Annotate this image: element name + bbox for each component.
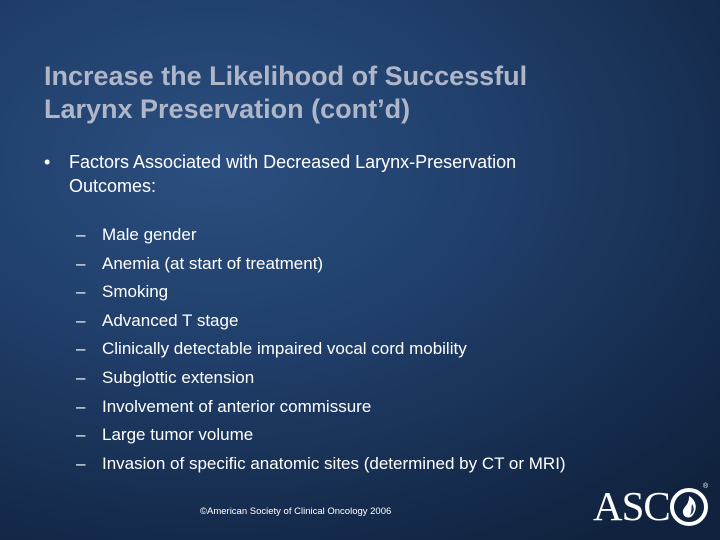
slide-title-line-2: Larynx Preservation (cont’d) — [44, 94, 411, 124]
factor-text: Clinically detectable impaired vocal cord mobility — [102, 339, 467, 359]
factor-text: Large tumor volume — [102, 425, 254, 445]
dash-mark: – — [76, 225, 86, 244]
factor-item — [76, 393, 566, 422]
factor-item — [76, 221, 566, 250]
factor-item — [76, 278, 566, 307]
factor-list — [76, 221, 566, 478]
dash-mark: – — [76, 453, 86, 473]
dash-mark: – — [76, 367, 86, 387]
factor-text: Male gender — [102, 225, 197, 244]
factor-text: Anemia (at start of treatment) — [102, 253, 324, 273]
dash-mark: – — [76, 396, 86, 416]
main-bullet-text — [69, 150, 659, 198]
slide-title — [44, 60, 684, 126]
factor-text: Invasion of specific anatomic sites (determined by CT or MRI) — [102, 453, 566, 473]
copyright-footer: ©American Society of Clinical Oncology 2006 — [200, 506, 392, 517]
factor-item — [76, 421, 566, 450]
factor-text: Advanced T stage — [102, 310, 239, 330]
main-bullet-line-1: Factors Associated with Decreased Larynx-Preservation — [69, 152, 517, 172]
factor-text: Smoking — [102, 282, 169, 302]
main-bullet-line-2: Outcomes: — [69, 176, 157, 196]
dash-mark: – — [76, 310, 86, 330]
registered-mark: ® — [703, 483, 709, 490]
factor-item — [76, 250, 566, 279]
asco-logo-text: ASC — [593, 483, 670, 529]
factor-item — [76, 335, 566, 364]
factor-item — [76, 307, 566, 336]
asco-flame-circle-icon — [669, 487, 709, 527]
dash-mark: – — [76, 425, 86, 445]
slide-title-line-1: Increase the Likelihood of Successful — [44, 61, 528, 91]
dash-mark: – — [76, 339, 86, 359]
factor-text: Involvement of anterior commissure — [102, 396, 372, 416]
factor-item — [76, 364, 566, 393]
bullet-mark: • — [44, 152, 51, 172]
asco-logo — [593, 483, 711, 529]
factor-item — [76, 450, 566, 479]
factor-text: Subglottic extension — [102, 367, 255, 387]
dash-mark: – — [76, 282, 86, 302]
dash-mark: – — [76, 253, 86, 273]
